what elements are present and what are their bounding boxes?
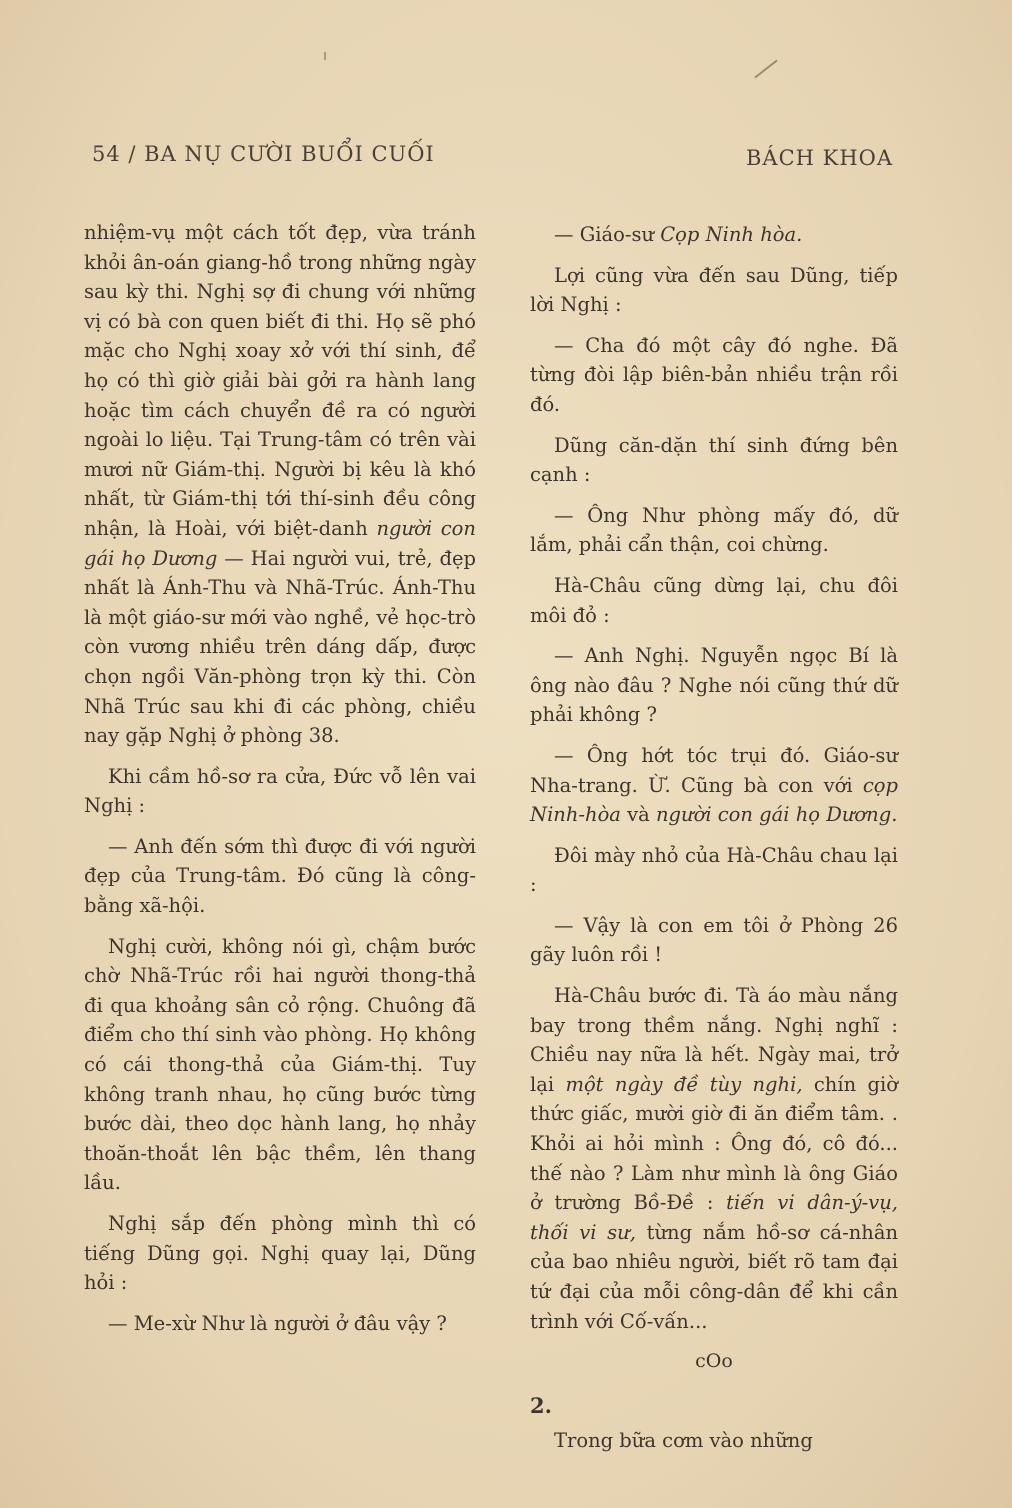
italic-phrase: người con gái họ Dương — [84, 516, 476, 570]
paragraph-text: — Ông hớt tóc trụi đó. Giáo-sư Nha-trang. Ừ. Cũng bà con với — [530, 743, 898, 797]
paragraph — [530, 981, 898, 1336]
paragraph: Hà-Châu cũng dừng lại, chu đôi môi đỏ : — [530, 573, 898, 627]
paragraph: Nghị cười, không nói gì, chậm bước chờ Nhã-Trúc rồi hai người thong-thả đi qua khoảng sân cỏ rộng. Chuông đã điểm cho thí sinh vào phòng. Họ không có cái thong-thả của Giám-thị. Tuy không tranh nhau, họ cũng bước từng bước dài, theo dọc hành lang, họ nhảy thoăn-thoắt lên bậc thềm, lên thang lầu. — [84, 934, 476, 1195]
paragraph-text: — Giáo-sư — [554, 223, 661, 246]
paragraph-text: và — [620, 803, 656, 827]
paragraph: Khi cầm hồ-sơ ra cửa, Đức vỗ lên vai Nghị : — [84, 764, 476, 818]
paragraph: Nghị sắp đến phòng mình thì có tiếng Dũng gọi. Nghị quay lại, Dũng hỏi : — [84, 1212, 476, 1295]
paragraph-text: chín giờ thức giấc, mười giờ đi ăn điểm tâm. . Khỏi ai hỏi mình : Ông đó, cô đó... thế nào ? Làm như mình là ông Giáo ở trường Bồ-Đề : — [530, 1072, 898, 1215]
paragraph: Trong bữa cơm vào những — [554, 1429, 813, 1453]
paper-mark — [324, 52, 326, 60]
paragraph: Đôi mày nhỏ của Hà-Châu chau lại : — [530, 843, 898, 897]
dialogue-line — [530, 741, 898, 830]
paragraph: Lợi cũng vừa đến sau Dũng, tiếp lời Nghị : — [530, 263, 898, 317]
dialogue-line: — Cha đó một cây đó nghe. Đã từng đòi lập biên-bản nhiều trận rồi đó. — [530, 333, 898, 416]
right-column — [530, 220, 898, 1467]
italic-phrase: một ngày đề tùy nghi, — [565, 1072, 803, 1096]
paragraph-text: từng nắm hồ-sơ cá-nhân của bao nhiêu người, biết rõ tam đại tứ đại của mỗi công-dân để khi cần trình với Cố-vấn... — [530, 1220, 899, 1333]
italic-phrase: người con gái họ Dương. — [655, 803, 898, 827]
italic-phrase: tiến vi dân-ý-vụ, thối vi sư, — [530, 1191, 899, 1244]
running-header-magazine: BÁCH KHOA — [746, 146, 894, 170]
dialogue-line: — Me-xừ Như là người ở đâu vậy ? — [108, 1311, 447, 1335]
dialogue-line: — Anh Nghị. Nguyễn ngọc Bí là ông nào đâu ? Nghe nói cũng thứ dữ phải không ? — [530, 644, 898, 727]
pencil-mark — [754, 60, 777, 79]
dialogue-line: — Ông Như phòng mấy đó, dữ lắm, phải cẩn thận, coi chừng. — [530, 503, 898, 557]
paragraph-text: Hà-Châu bước đi. Tà áo màu nắng bay trong thềm nắng. Nghị nghĩ : Chiều nay nữa là hết. Ngày mai, trở lại — [530, 984, 898, 1096]
paragraph-text: — Hai người vui, trẻ, đẹp nhất là Ánh-Thu và Nhã-Trúc. Ánh-Thu là một giáo-sư mới vào nghề, vẻ học-trò còn vương nhiều trên dáng dấp, được chọn ngồi Văn-phòng trọn kỳ thi. Còn Nhã Trúc sau khi đi các phòng, chiều nay gặp Nghị ở phòng 38. — [84, 546, 476, 748]
paragraph — [84, 218, 476, 751]
italic-phrase: cọp Ninh-hòa — [530, 773, 898, 827]
paragraph-text: nhiệm-vụ một cách tốt đẹp, vừa tránh khỏi ân-oán giang-hồ trong những ngày sau kỳ thi. Nghị sợ đi chung với những vị có bà con quen biết đi thi. Họ sẽ phó mặc cho Nghị xoay xở với thí sinh, để họ có thì giờ giải bài gởi ra hành lang hoặc tìm cách chuyển đề ra có người ngoài lo liệu. Tại Trung-tâm có trên vài mươi nữ Giám-thị. Người bị kêu là khó nhất, từ Giám-thị tới thí-sinh đều công nhận, là Hoài, với biệt-danh — [84, 221, 476, 540]
paragraph: Dũng căn-dặn thí sinh đứng bên cạnh : — [530, 433, 898, 487]
dialogue-line — [530, 220, 898, 250]
running-header-title: 54 / BA NỤ CƯỜI BUỔI CUỐI — [92, 142, 435, 166]
dialogue-line: — Vậy là con em tôi ở Phòng 26 gãy luôn rồi ! — [530, 913, 898, 967]
section-number: 2. — [530, 1392, 552, 1418]
section-ornament: cOo — [695, 1350, 733, 1373]
left-column — [84, 218, 476, 1349]
italic-phrase: Cọp Ninh hòa. — [660, 223, 803, 246]
dialogue-line: — Anh đến sớm thì được đi với người đẹp của Trung-tâm. Đó cũng là công-bằng xã-hội. — [84, 834, 476, 918]
